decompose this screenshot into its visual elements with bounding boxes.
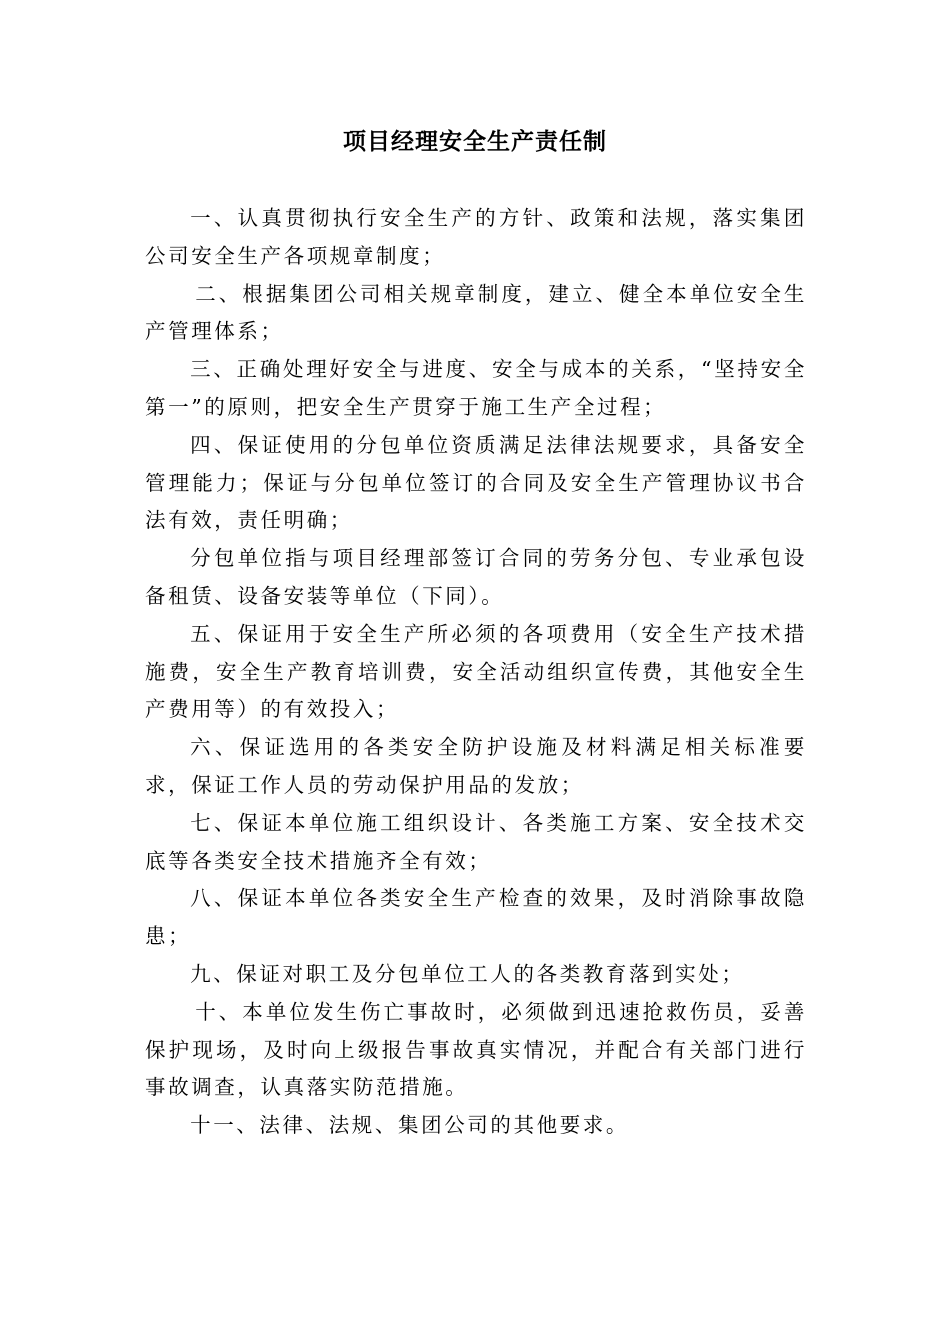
clause-4: 四、保证使用的分包单位资质满足法律法规要求，具备安全管理能力；保证与分包单位签订的合同及安全生产管理协议书合法有效，责任明确； [145, 432, 807, 533]
clause-11: 十一、法律、法规、集团公司的其他要求。 [190, 1113, 629, 1138]
document-body [145, 200, 807, 1145]
clause-7: 七、保证本单位施工组织设计、各类施工方案、安全技术交底等各类安全技术措施齐全有效； [145, 810, 807, 873]
clause-9: 九、保证对职工及分包单位工人的各类教育落到实处； [190, 961, 745, 986]
clause-10: 十、本单位发生伤亡事故时，必须做到迅速抢救伤员，妥善保护现场，及时向上级报告事故真实情况，并配合有关部门进行事故调查，认真落实防范措施。 [145, 999, 807, 1100]
clause-1: 一、认真贯彻执行安全生产的方针、政策和法规，落实集团公司安全生产各项规章制度； [145, 206, 807, 268]
clause-8: 八、保证本单位各类安全生产检查的效果，及时消除事故隐患； [145, 886, 807, 949]
clause-3: 三、正确处理好安全与进度、安全与成本的关系，“坚持安全第一”的原则，把安全生产贯穿于施工生产全过程； [145, 357, 807, 419]
clause-6: 六、保证选用的各类安全防护设施及材料满足相关标准要求，保证工作人员的劳动保护用品的发放； [145, 735, 807, 797]
subcontractor-note: 分包单位指与项目经理部签订合同的劳务分包、专业承包设备租赁、设备安装等单位（下同）。 [145, 546, 807, 608]
clause-5: 五、保证用于安全生产所必须的各项费用（安全生产技术措施费，安全生产教育培训费，安全活动组织宣传费，其他安全生产费用等）的有效投入； [145, 621, 807, 722]
clause-2: 二、根据集团公司相关规章制度，建立、健全本单位安全生产管理体系； [145, 281, 807, 344]
document-title: 项目经理安全生产责任制 [343, 128, 607, 155]
